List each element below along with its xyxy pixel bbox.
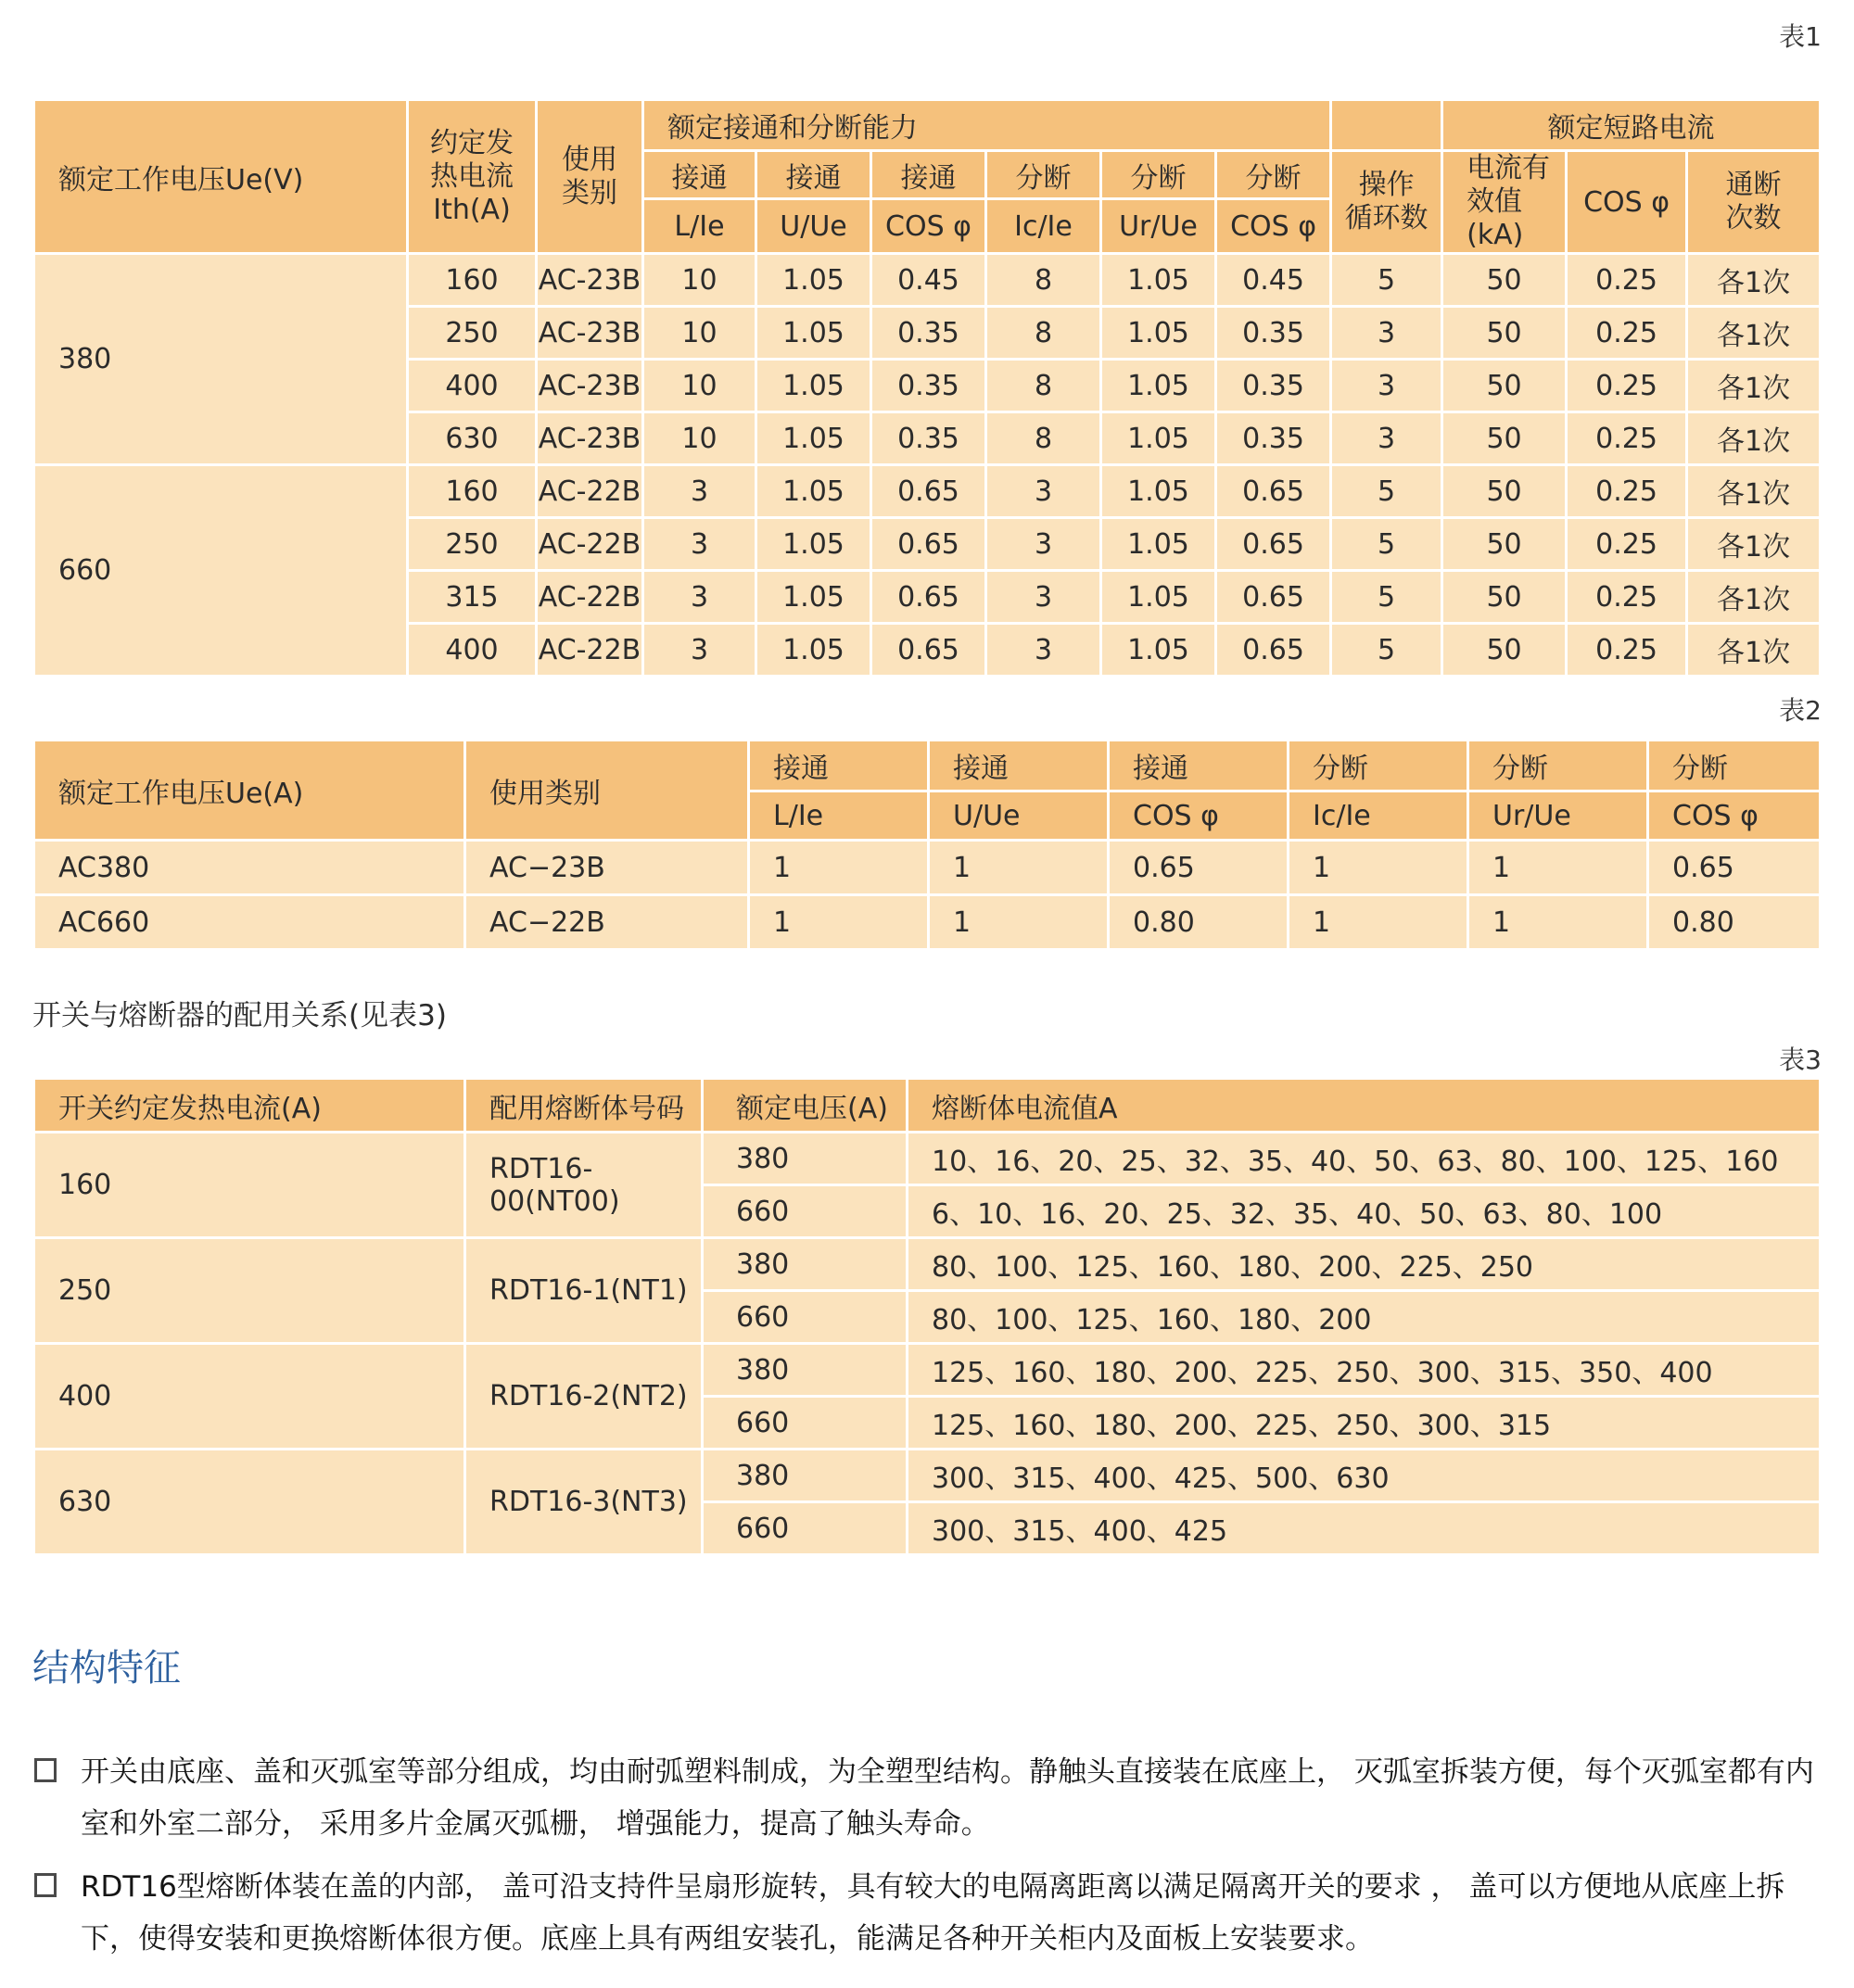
cell: 0.25 bbox=[1568, 361, 1685, 411]
fuse-values-cell: 125、160、180、200、225、250、300、315、350、400 bbox=[908, 1345, 1819, 1395]
rated-voltage-cell: 660 bbox=[704, 1503, 906, 1553]
fuse-number-cell: RDT16-2(NT2) bbox=[466, 1345, 701, 1448]
cell: 0.65 bbox=[1110, 842, 1287, 893]
table1-label: 表1 bbox=[1779, 21, 1822, 52]
fuse-values-cell: 125、160、180、200、225、250、300、315 bbox=[908, 1398, 1819, 1448]
header-line: 操作 bbox=[1358, 169, 1415, 201]
col-header-category: 使用类别 bbox=[466, 741, 747, 839]
cell: 1.05 bbox=[1102, 466, 1214, 516]
cell: 0.65 bbox=[872, 466, 984, 516]
header-empty-cell bbox=[1332, 101, 1441, 149]
col-header-switch-times bbox=[1688, 152, 1819, 252]
cell: 1.05 bbox=[1102, 413, 1214, 463]
cell: 160 bbox=[409, 255, 535, 305]
cell: 1.05 bbox=[1102, 308, 1214, 358]
cell: 0.25 bbox=[1568, 625, 1685, 675]
rated-voltage-cell: 660 bbox=[704, 1398, 906, 1448]
col-header-thermal-current bbox=[409, 101, 535, 252]
header-sub: Ic/Ie bbox=[1289, 792, 1467, 839]
rated-voltage-cell: 660 bbox=[704, 1186, 906, 1236]
table1-ratings bbox=[32, 98, 1822, 677]
cell: 0.25 bbox=[1568, 519, 1685, 569]
cell: 0.65 bbox=[1217, 519, 1329, 569]
cell: 1 bbox=[930, 896, 1107, 948]
table1-header-row-1 bbox=[35, 101, 1819, 149]
cell: 5 bbox=[1332, 625, 1441, 675]
cell: 0.25 bbox=[1568, 572, 1685, 622]
header-sub: U/Ue bbox=[930, 792, 1107, 839]
fuse-number-cell: RDT16-3(NT3) bbox=[466, 1450, 701, 1553]
cell: 5 bbox=[1332, 572, 1441, 622]
cell: 0.35 bbox=[872, 413, 984, 463]
cell: 各1次 bbox=[1688, 572, 1819, 622]
cell: 0.35 bbox=[1217, 361, 1329, 411]
cell: 5 bbox=[1332, 255, 1441, 305]
cell: 1 bbox=[750, 896, 927, 948]
cell: 各1次 bbox=[1688, 361, 1819, 411]
cell: 1.05 bbox=[757, 466, 870, 516]
bullet-text: 开关由底座、盖和灭弧室等部分组成，均由耐弧塑料制成，为全塑型结构。静触头直接装在底座上， 灭弧室拆装方便，每个灭弧室都有内室和外室二部分， 采用多片金属灭弧栅， 增强能力，提高了触头寿命。 bbox=[81, 1755, 1814, 1841]
cell: 0.65 bbox=[872, 625, 984, 675]
fuse-values-cell: 300、315、400、425 bbox=[908, 1503, 1819, 1553]
header-sub: Ic/Ie bbox=[987, 200, 1099, 252]
header-sub: L/Ie bbox=[750, 792, 927, 839]
fuse-number-cell: RDT16-1(NT1) bbox=[466, 1239, 701, 1342]
header-line: 通断 bbox=[1725, 169, 1782, 201]
cell: 1 bbox=[750, 842, 927, 893]
col-header-fuse-number: 配用熔断体号码 bbox=[466, 1080, 701, 1131]
fuse-number-cell: RDT16-00(NT00) bbox=[466, 1133, 701, 1236]
cell: 8 bbox=[987, 255, 1099, 305]
col-header-switch-current: 开关约定发热电流(A) bbox=[35, 1080, 464, 1131]
table-row bbox=[35, 896, 1819, 948]
cell: 10 bbox=[644, 413, 755, 463]
cell: 8 bbox=[987, 308, 1099, 358]
cell: AC-23B bbox=[538, 255, 641, 305]
cell: AC-22B bbox=[538, 572, 641, 622]
cell: AC380 bbox=[35, 842, 464, 893]
header-break: 分断 bbox=[1469, 741, 1646, 790]
cell: 400 bbox=[409, 625, 535, 675]
cell: 0.80 bbox=[1649, 896, 1819, 948]
cell: 0.65 bbox=[1217, 572, 1329, 622]
header-make: 接通 bbox=[1110, 741, 1287, 790]
cell: 3 bbox=[987, 466, 1099, 516]
cell: 0.65 bbox=[1217, 625, 1329, 675]
header-line: 效值(kA) bbox=[1467, 185, 1524, 251]
table2-make-break-ratios bbox=[32, 739, 1822, 951]
fuse-values-cell: 6、10、16、20、25、32、35、40、50、63、80、100 bbox=[908, 1186, 1819, 1236]
table-row bbox=[35, 466, 1819, 516]
cell: 1.05 bbox=[757, 519, 870, 569]
cell: 各1次 bbox=[1688, 308, 1819, 358]
cell: 50 bbox=[1443, 625, 1565, 675]
col-header-rms-current bbox=[1443, 152, 1565, 252]
table3-label: 表3 bbox=[1779, 1045, 1822, 1075]
cell: 160 bbox=[409, 466, 535, 516]
cell: 0.65 bbox=[1649, 842, 1819, 893]
cell: AC-22B bbox=[538, 519, 641, 569]
voltage-group-cell: 660 bbox=[35, 466, 406, 675]
cell: 各1次 bbox=[1688, 519, 1819, 569]
cell: 250 bbox=[409, 308, 535, 358]
cell: 1.05 bbox=[757, 361, 870, 411]
header-line: 次数 bbox=[1725, 202, 1782, 234]
switch-current-cell: 160 bbox=[35, 1133, 464, 1236]
cell: 3 bbox=[644, 466, 755, 516]
cell: 3 bbox=[1332, 361, 1441, 411]
cell: 50 bbox=[1443, 308, 1565, 358]
switch-current-cell: 250 bbox=[35, 1239, 464, 1342]
cell: AC-22B bbox=[538, 625, 641, 675]
group-header-short-circuit: 额定短路电流 bbox=[1443, 101, 1819, 149]
col-header-cycles bbox=[1332, 152, 1441, 252]
structure-section-title: 结构特征 bbox=[32, 1647, 181, 1690]
header-line: 类别 bbox=[562, 176, 617, 209]
cell: 5 bbox=[1332, 466, 1441, 516]
rated-voltage-cell: 380 bbox=[704, 1345, 906, 1395]
cell: 各1次 bbox=[1688, 466, 1819, 516]
cell: 3 bbox=[644, 519, 755, 569]
cell: 8 bbox=[987, 361, 1099, 411]
header-sub: COS φ bbox=[872, 200, 984, 252]
cell: 0.35 bbox=[872, 361, 984, 411]
header-make: 接通 bbox=[644, 152, 755, 197]
cell: 50 bbox=[1443, 466, 1565, 516]
cell: 1.05 bbox=[757, 255, 870, 305]
cell: 1.05 bbox=[1102, 625, 1214, 675]
cell: AC−23B bbox=[466, 842, 747, 893]
structure-bullet-item bbox=[32, 1861, 1822, 1965]
table3-header-row bbox=[35, 1080, 1819, 1131]
header-line: 使用 bbox=[562, 143, 617, 176]
cell: AC−22B bbox=[466, 896, 747, 948]
header-line: Ith(A) bbox=[433, 193, 511, 226]
structure-bullet-item bbox=[32, 1746, 1822, 1850]
header-break: 分断 bbox=[1217, 152, 1329, 197]
voltage-group-cell: 380 bbox=[35, 255, 406, 463]
square-bullet-icon bbox=[34, 1758, 57, 1782]
cell: 8 bbox=[987, 413, 1099, 463]
table-row bbox=[35, 1345, 1819, 1395]
table2-header-row-1 bbox=[35, 741, 1819, 790]
cell: 1.05 bbox=[757, 572, 870, 622]
cell: 0.35 bbox=[1217, 308, 1329, 358]
header-make: 接通 bbox=[872, 152, 984, 197]
cell: 10 bbox=[644, 255, 755, 305]
cell: 630 bbox=[409, 413, 535, 463]
cell: 1.05 bbox=[757, 308, 870, 358]
col-header-voltage: 额定工作电压Ue(A) bbox=[35, 741, 464, 839]
cell: 1 bbox=[1469, 896, 1646, 948]
header-break: 分断 bbox=[1649, 741, 1819, 790]
cell: 各1次 bbox=[1688, 255, 1819, 305]
cell: 1.05 bbox=[1102, 572, 1214, 622]
cell: 0.35 bbox=[872, 308, 984, 358]
header-break: 分断 bbox=[1102, 152, 1214, 197]
header-break: 分断 bbox=[1289, 741, 1467, 790]
cell: 各1次 bbox=[1688, 625, 1819, 675]
header-line: 约定发 bbox=[430, 126, 514, 159]
cell: 0.65 bbox=[872, 519, 984, 569]
col-header-fuse-current-values: 熔断体电流值A bbox=[908, 1080, 1819, 1131]
cell: 0.25 bbox=[1568, 308, 1685, 358]
fuse-values-cell: 80、100、125、160、180、200、225、250 bbox=[908, 1239, 1819, 1289]
cell: 0.80 bbox=[1110, 896, 1287, 948]
rated-voltage-cell: 380 bbox=[704, 1450, 906, 1500]
cell: 0.65 bbox=[1217, 466, 1329, 516]
table2-label: 表2 bbox=[1779, 695, 1822, 726]
cell: 3 bbox=[644, 572, 755, 622]
header-sub: L/Ie bbox=[644, 200, 755, 252]
switch-current-cell: 400 bbox=[35, 1345, 464, 1448]
group-header-make-break: 额定接通和分断能力 bbox=[644, 101, 1329, 149]
header-sub: U/Ue bbox=[757, 200, 870, 252]
header-sub: COS φ bbox=[1110, 792, 1287, 839]
cell: 0.25 bbox=[1568, 413, 1685, 463]
cell: 50 bbox=[1443, 572, 1565, 622]
fuse-values-cell: 10、16、20、25、32、35、40、50、63、80、100、125、160 bbox=[908, 1133, 1819, 1184]
cell: 315 bbox=[409, 572, 535, 622]
col-header-cos: COS φ bbox=[1568, 152, 1685, 252]
cell: AC-23B bbox=[538, 361, 641, 411]
cell: 3 bbox=[644, 625, 755, 675]
header-sub: Ur/Ue bbox=[1102, 200, 1214, 252]
header-make: 接通 bbox=[930, 741, 1107, 790]
table-row bbox=[35, 1133, 1819, 1184]
cell: 1 bbox=[930, 842, 1107, 893]
header-line: 电流有 bbox=[1467, 152, 1551, 184]
cell: 0.45 bbox=[1217, 255, 1329, 305]
cell: AC-23B bbox=[538, 308, 641, 358]
cell: 1 bbox=[1469, 842, 1646, 893]
cell: 5 bbox=[1332, 519, 1441, 569]
table-row bbox=[35, 842, 1819, 893]
cell: AC-22B bbox=[538, 466, 641, 516]
header-line: 热电流 bbox=[430, 159, 514, 193]
cell: 1 bbox=[1289, 896, 1467, 948]
col-header-voltage: 额定工作电压Ue(V) bbox=[35, 101, 406, 252]
header-sub: Ur/Ue bbox=[1469, 792, 1646, 839]
cell: 50 bbox=[1443, 255, 1565, 305]
fuse-matching-heading: 开关与熔断器的配用关系(见表3) bbox=[32, 999, 447, 1032]
cell: 10 bbox=[644, 308, 755, 358]
cell: 0.35 bbox=[1217, 413, 1329, 463]
header-line: 循环数 bbox=[1344, 202, 1429, 234]
cell: 3 bbox=[1332, 308, 1441, 358]
cell: 10 bbox=[644, 361, 755, 411]
cell: 1.05 bbox=[1102, 519, 1214, 569]
cell: 3 bbox=[987, 572, 1099, 622]
cell: 3 bbox=[987, 519, 1099, 569]
square-bullet-icon bbox=[34, 1873, 57, 1897]
cell: 1.05 bbox=[1102, 361, 1214, 411]
header-make: 接通 bbox=[757, 152, 870, 197]
fuse-values-cell: 80、100、125、160、180、200 bbox=[908, 1292, 1819, 1342]
cell: 400 bbox=[409, 361, 535, 411]
col-header-rated-voltage: 额定电压(A) bbox=[704, 1080, 906, 1131]
cell: 0.65 bbox=[872, 572, 984, 622]
table-row bbox=[35, 1239, 1819, 1289]
cell: AC660 bbox=[35, 896, 464, 948]
header-make: 接通 bbox=[750, 741, 927, 790]
catalog-page bbox=[0, 20, 1854, 1965]
cell: 250 bbox=[409, 519, 535, 569]
cell: 各1次 bbox=[1688, 413, 1819, 463]
rated-voltage-cell: 380 bbox=[704, 1133, 906, 1184]
cell: 1.05 bbox=[1102, 255, 1214, 305]
table-row bbox=[35, 1450, 1819, 1500]
header-sub: COS φ bbox=[1217, 200, 1329, 252]
cell: 50 bbox=[1443, 361, 1565, 411]
cell: AC-23B bbox=[538, 413, 641, 463]
cell: 1.05 bbox=[757, 625, 870, 675]
cell: 50 bbox=[1443, 413, 1565, 463]
cell: 0.25 bbox=[1568, 466, 1685, 516]
header-break: 分断 bbox=[987, 152, 1099, 197]
cell: 1.05 bbox=[757, 413, 870, 463]
cell: 1 bbox=[1289, 842, 1467, 893]
fuse-values-cell: 300、315、400、425、500、630 bbox=[908, 1450, 1819, 1500]
header-sub: COS φ bbox=[1649, 792, 1819, 839]
table-row bbox=[35, 255, 1819, 305]
switch-current-cell: 630 bbox=[35, 1450, 464, 1553]
rated-voltage-cell: 380 bbox=[704, 1239, 906, 1289]
cell: 0.45 bbox=[872, 255, 984, 305]
bullet-text: RDT16型熔断体装在盖的内部， 盖可沿支持件呈扇形旋转，具有较大的电隔离距离以满足隔离开关的要求 ， 盖可以方便地从底座上拆下，使得安装和更换熔断体很方便。底座上具有两组安装孔，能满足各种开关柜内及面板上安装要求。 bbox=[81, 1870, 1785, 1956]
rated-voltage-cell: 660 bbox=[704, 1292, 906, 1342]
col-header-category bbox=[538, 101, 641, 252]
cell: 3 bbox=[987, 625, 1099, 675]
cell: 0.25 bbox=[1568, 255, 1685, 305]
table3-fuse-matching bbox=[32, 1077, 1822, 1556]
cell: 50 bbox=[1443, 519, 1565, 569]
cell: 3 bbox=[1332, 413, 1441, 463]
